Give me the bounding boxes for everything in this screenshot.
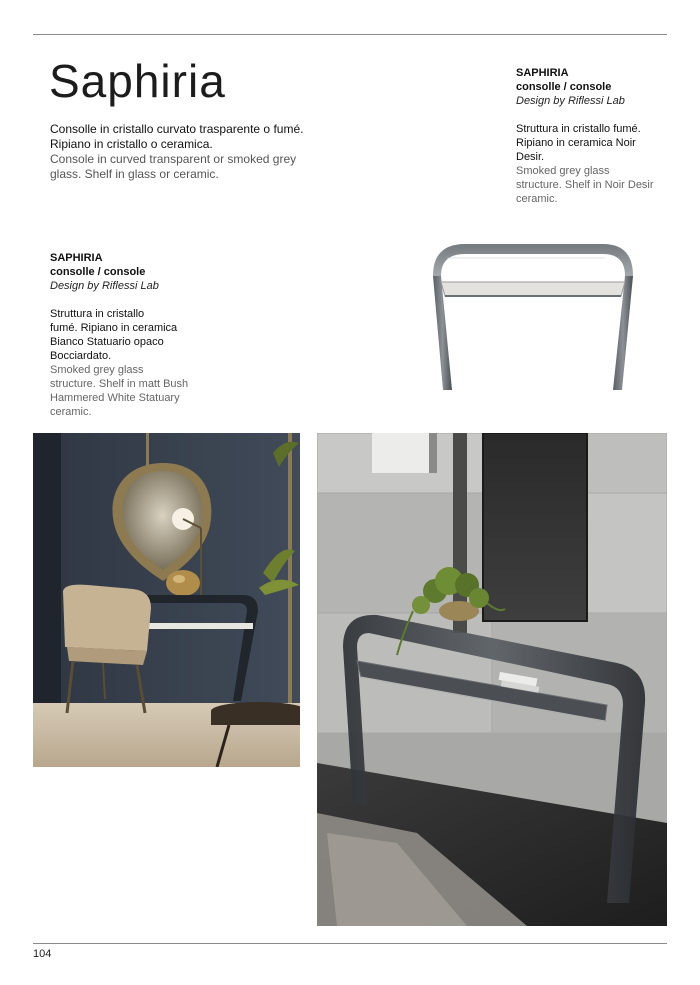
desc-en-line: ceramic.	[516, 193, 558, 205]
top-rule	[33, 34, 667, 35]
living-room-photo	[33, 433, 300, 767]
intro-en-line-1: Console in curved transparent or smoked grey	[50, 152, 297, 166]
designer-credit: Design by Riflessi Lab	[50, 280, 159, 292]
desc-en-line: ceramic.	[50, 406, 92, 418]
product-info-left	[50, 251, 210, 419]
desc-it-line: fumé. Ripiano in ceramica	[50, 322, 178, 334]
desc-it-line: Bocciardato.	[50, 350, 112, 362]
product-subtitle: consolle / console	[50, 266, 146, 278]
desc-it-line: Desir.	[516, 151, 545, 163]
desc-en-line: Smoked grey glass	[50, 364, 144, 376]
console-cutout-image	[425, 238, 640, 398]
desc-it-line: Ripiano in ceramica Noir	[516, 137, 636, 149]
bottom-rule	[33, 943, 667, 944]
intro-it-line-2: Ripiano in cristallo o ceramica.	[50, 137, 213, 151]
desc-it-line: Struttura in cristallo	[50, 308, 145, 320]
product-name: SAPHIRIA	[516, 67, 569, 79]
product-name: SAPHIRIA	[50, 252, 103, 264]
desc-en-line: Smoked grey glass	[516, 165, 610, 177]
desc-it-line: Bianco Statuario opaco	[50, 336, 164, 348]
product-info-right	[516, 66, 676, 206]
page-number: 104	[33, 948, 52, 960]
desc-en-line: structure. Shelf in Noir Desir	[516, 179, 654, 191]
product-subtitle: consolle / console	[516, 81, 612, 93]
desc-en-line: structure. Shelf in matt Bush	[50, 378, 189, 390]
intro-en-line-2: glass. Shelf in glass or ceramic.	[50, 167, 219, 181]
desc-it-line: Struttura in cristallo fumé.	[516, 123, 641, 135]
hallway-console-photo	[317, 433, 667, 926]
intro-text	[50, 122, 340, 182]
page-title: Saphiria	[49, 55, 226, 107]
designer-credit: Design by Riflessi Lab	[516, 95, 625, 107]
desc-en-line: Hammered White Statuary	[50, 392, 180, 404]
intro-it-line-1: Consolle in cristallo curvato trasparente o fumé.	[50, 122, 304, 136]
